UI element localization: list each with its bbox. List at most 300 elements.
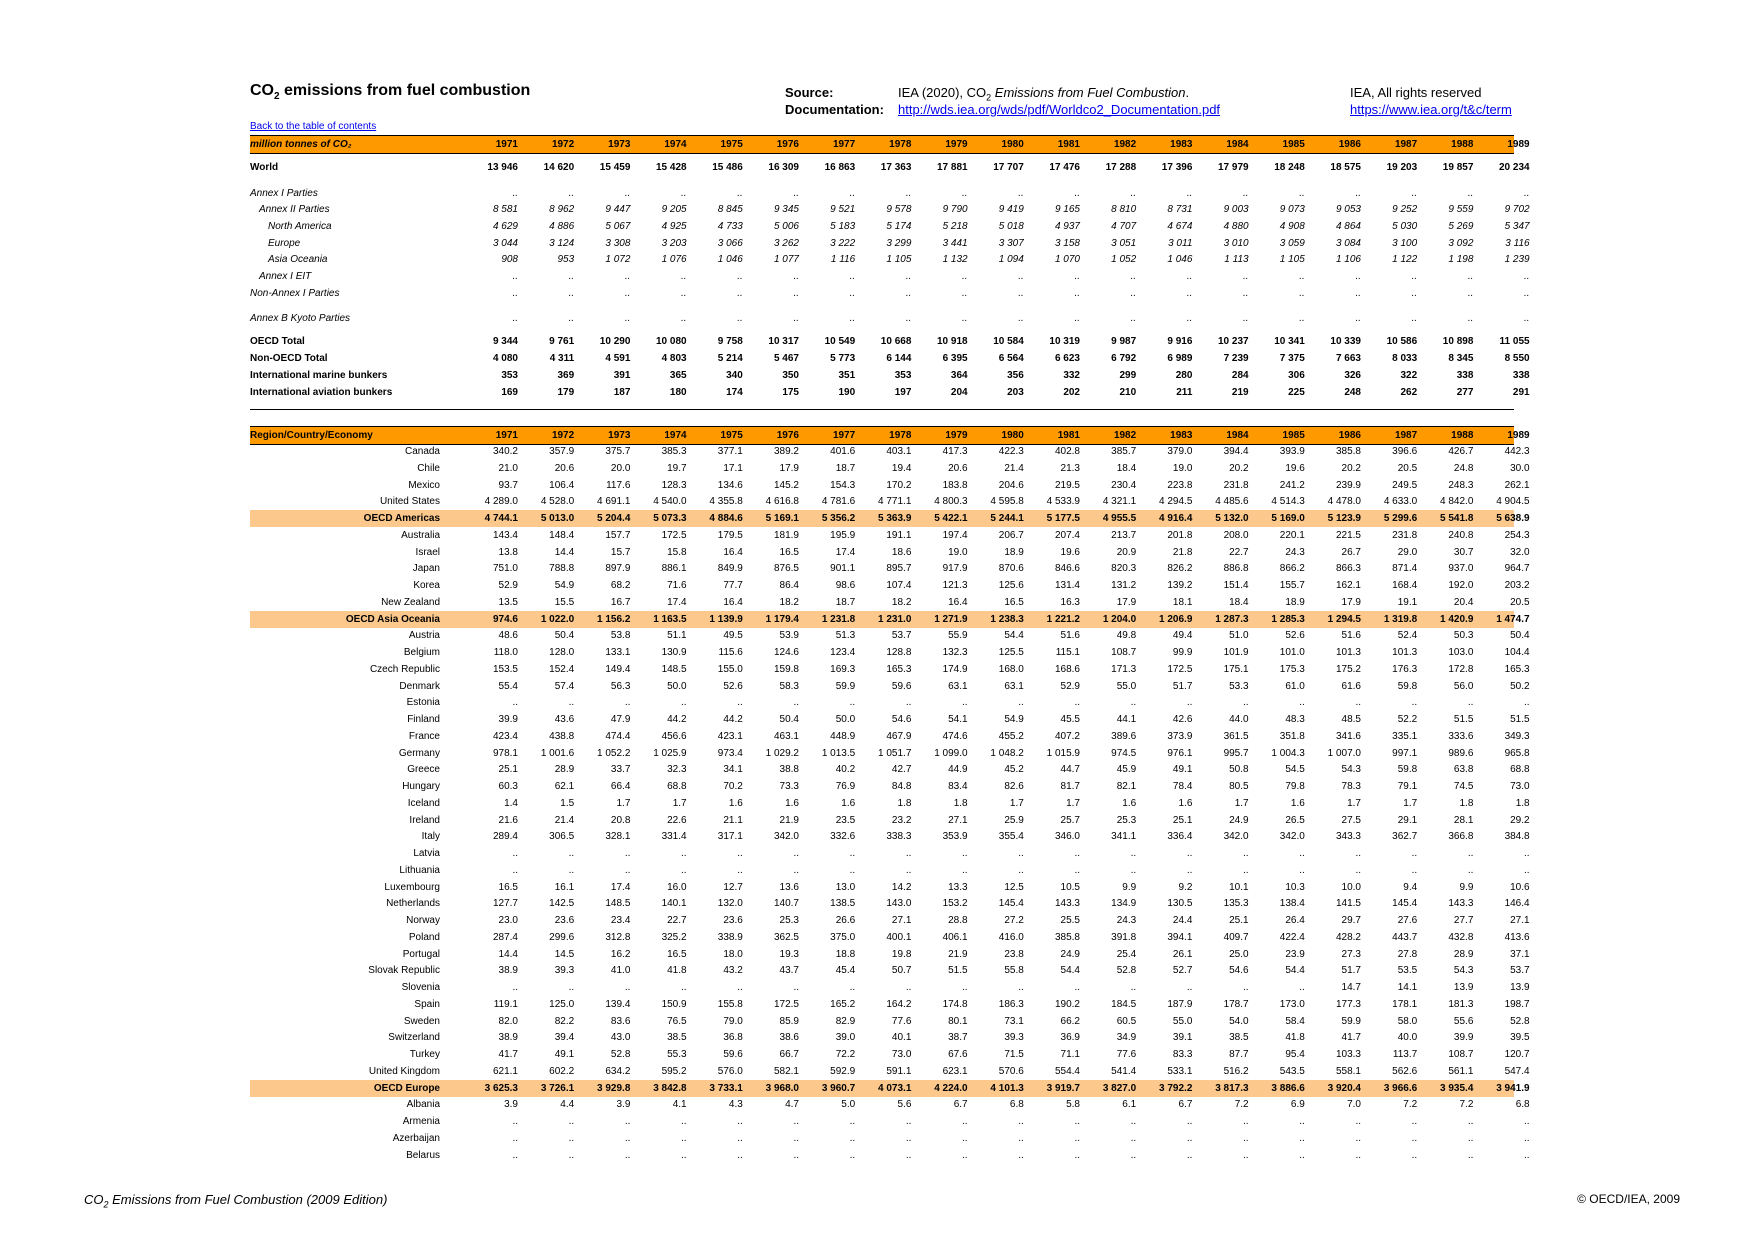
table-cell: 13.9	[1510, 982, 1530, 993]
table-cell: 18.2	[891, 597, 912, 608]
table-cell: 377.1	[717, 446, 743, 457]
documentation-label: Documentation:	[785, 102, 884, 117]
table-cell: 4 880	[1223, 221, 1249, 232]
table-row	[250, 845, 1530, 862]
table-cell: 52.9	[1060, 681, 1080, 692]
table-cell: 50.0	[835, 714, 856, 725]
table-cell: ..	[1411, 271, 1418, 282]
table-cell: 351.8	[1279, 731, 1305, 742]
country-label: France	[408, 731, 440, 742]
table-cell: 73.0	[1510, 781, 1530, 792]
table-cell: 871.4	[1392, 563, 1418, 574]
table-cell: 202	[1063, 387, 1080, 398]
table-cell: 18.7	[835, 463, 856, 474]
table-header-row	[250, 135, 1530, 154]
table-cell: 28.8	[948, 915, 968, 926]
table-cell: 79.1	[1397, 781, 1418, 792]
table-cell: 595.2	[661, 1066, 687, 1077]
table-cell: 203.2	[1504, 580, 1530, 591]
table-cell: ..	[1186, 697, 1193, 708]
table-cell: 54.9	[554, 580, 575, 591]
country-label: Latvia	[413, 848, 440, 859]
table-cell: 38.6	[779, 1032, 799, 1043]
table-cell: 1987	[1394, 139, 1418, 150]
table-cell: 5 030	[1392, 221, 1418, 232]
documentation-link[interactable]: http://wds.iea.org/wds/pdf/Worldco2_Documentation.pdf	[898, 102, 1221, 117]
table-cell: 13.8	[498, 547, 518, 558]
table-cell: 1 231.0	[878, 614, 912, 625]
table-cell: 341.1	[1111, 831, 1137, 842]
table-cell: 18.1	[1172, 597, 1193, 608]
table-row	[250, 544, 1530, 561]
table-cell: 41.8	[667, 965, 687, 976]
table-cell: 20.0	[610, 463, 631, 474]
table-cell: 48.5	[1341, 714, 1361, 725]
table-cell: 16.5	[498, 882, 518, 893]
table-cell: 17 396	[1161, 162, 1193, 173]
table-cell: 19.4	[891, 463, 912, 474]
table-cell: 184.5	[1111, 999, 1137, 1010]
table-cell: 50.4	[1510, 630, 1530, 641]
table-cell: 25.4	[1116, 949, 1137, 960]
table-cell: ..	[681, 865, 687, 876]
table-cell: 19.6	[1060, 547, 1080, 558]
table-cell: 401.6	[830, 446, 856, 457]
country-label: Mexico	[408, 480, 440, 491]
table-cell: 81.7	[1060, 781, 1080, 792]
table-cell: 20.5	[1510, 597, 1530, 608]
table-cell: 277	[1456, 387, 1474, 398]
table-cell: 113.7	[1392, 1049, 1418, 1060]
footer-copyright: © OECD/IEA, 2009	[1577, 1192, 1680, 1206]
table-cell: 4.7	[785, 1099, 799, 1110]
country-label: Switzerland	[388, 1032, 440, 1043]
table-cell: 39.9	[1453, 1032, 1474, 1043]
table-cell: 1 294.5	[1327, 614, 1361, 625]
table-cell: 428.2	[1335, 932, 1361, 943]
table-cell: ..	[512, 313, 518, 324]
country-label: Finland	[407, 714, 440, 725]
table-cell: 1 198	[1448, 254, 1474, 265]
table-cell: 54.3	[1341, 764, 1361, 775]
table-cell: 870.6	[998, 563, 1024, 574]
table-cell: ..	[905, 1133, 912, 1144]
table-cell: 49.8	[1116, 630, 1137, 641]
table-cell: 14.4	[498, 949, 518, 960]
row-label: Non-OECD Total	[250, 353, 328, 364]
table-cell: ..	[849, 848, 856, 859]
table-cell: ..	[849, 865, 856, 876]
table-cell: 27.6	[1397, 915, 1418, 926]
table-cell: 18.9	[1285, 597, 1305, 608]
table-cell: 976.1	[1167, 748, 1193, 759]
table-cell: 17.9	[1341, 597, 1361, 608]
table-cell: 9 205	[661, 204, 687, 215]
table-cell: 68.8	[667, 781, 687, 792]
table-cell: ..	[681, 188, 687, 199]
table-cell: ..	[1130, 313, 1137, 324]
table-cell: 140.1	[661, 898, 687, 909]
table-cell: 60.5	[1116, 1016, 1137, 1027]
table-row	[250, 761, 1530, 778]
table-cell: 4 485.6	[1215, 496, 1249, 507]
table-cell: ..	[1299, 288, 1305, 299]
table-cell: ..	[1130, 271, 1137, 282]
table-cell: ..	[849, 313, 856, 324]
table-cell: 389.2	[773, 446, 799, 457]
table-cell: 1 106	[1335, 254, 1361, 265]
table-cell: 17.9	[1116, 597, 1137, 608]
table-cell: 7 663	[1335, 353, 1361, 364]
table-cell: 51.5	[1510, 714, 1530, 725]
table-row	[250, 828, 1530, 845]
table-cell: 1971	[495, 139, 518, 150]
table-cell: 254.3	[1504, 530, 1530, 541]
table-cell: 1977	[832, 139, 856, 150]
table-cell: ..	[1243, 188, 1249, 199]
table-cell: 50.8	[1229, 764, 1249, 775]
table-cell: 190.2	[1054, 999, 1080, 1010]
table-cell: 901.1	[830, 563, 856, 574]
table-cell: 174.8	[942, 999, 968, 1010]
table-cell: 3 059	[1279, 238, 1305, 249]
table-cell: 15 459	[599, 162, 631, 173]
table-cell: 1972	[551, 430, 575, 441]
country-label: Iceland	[407, 798, 440, 809]
table-cell: 3 010	[1223, 238, 1249, 249]
table-cell: 179.5	[717, 530, 743, 541]
table-cell: 124.6	[773, 647, 799, 658]
table-cell: 1 122	[1392, 254, 1418, 265]
table-cell: 3 441	[942, 238, 968, 249]
table-cell: 1983	[1170, 430, 1193, 441]
table-row	[250, 201, 1530, 218]
table-cell: ..	[1130, 1116, 1137, 1127]
table-cell: 125.0	[549, 999, 575, 1010]
table-cell: 219	[1231, 387, 1249, 398]
table-cell: 77.6	[891, 1016, 912, 1027]
table-cell: 422.4	[1279, 932, 1305, 943]
table-row	[250, 159, 1530, 176]
row-label: Europe	[268, 238, 301, 249]
table-row	[250, 367, 1530, 384]
table-cell: 73.0	[891, 1049, 912, 1060]
table-cell: 866.2	[1279, 563, 1305, 574]
row-label: International aviation bunkers	[250, 387, 393, 398]
table-cell: 3 044	[492, 238, 518, 249]
table-cell: 183.8	[942, 480, 968, 491]
table-cell: ..	[568, 697, 575, 708]
table-cell: 83.6	[610, 1016, 631, 1027]
table-cell: 16.0	[667, 882, 687, 893]
country-label: Korea	[413, 580, 440, 591]
table-cell: 19.0	[948, 547, 968, 558]
table-cell: 1980	[1001, 430, 1024, 441]
back-to-contents-link[interactable]: Back to the table of contents	[250, 121, 377, 132]
table-cell: 195.9	[830, 530, 856, 541]
table-cell: ..	[1299, 1133, 1305, 1144]
table-cell: 4.1	[672, 1099, 687, 1110]
table-cell: 165.3	[886, 664, 912, 675]
table-cell: ..	[849, 1116, 856, 1127]
table-cell: ..	[962, 1133, 968, 1144]
table-cell: 51.7	[1172, 681, 1193, 692]
table-cell: 384.8	[1504, 831, 1530, 842]
table-cell: 55.6	[1453, 1016, 1474, 1027]
table-cell: 373.9	[1167, 731, 1193, 742]
table-cell: 51.5	[1453, 714, 1474, 725]
table-cell: 32.3	[667, 764, 687, 775]
table-cell: 332	[1063, 370, 1080, 381]
country-label: Ireland	[409, 815, 440, 826]
table-cell: 5 169.1	[765, 513, 799, 524]
table-cell: 342.0	[1279, 831, 1305, 842]
table-cell: 4 321.1	[1102, 496, 1137, 507]
table-cell: 14.5	[554, 949, 575, 960]
table-cell: ..	[512, 1150, 518, 1161]
table-cell: 9 790	[942, 204, 968, 215]
table-cell: 1 052	[1111, 254, 1137, 265]
table-cell: 1.8	[1515, 798, 1530, 809]
table-cell: 24.8	[1453, 463, 1474, 474]
table-cell: 143.0	[886, 898, 912, 909]
table-cell: 165.2	[830, 999, 856, 1010]
table-cell: ..	[568, 865, 575, 876]
country-label: New Zealand	[381, 597, 440, 608]
table-cell: ..	[737, 848, 743, 859]
table-row	[250, 912, 1530, 929]
table-cell: 117.6	[606, 480, 631, 491]
table-cell: 18.0	[723, 949, 743, 960]
table-cell: 576.0	[717, 1066, 743, 1077]
table-cell: 1 052.2	[597, 748, 631, 759]
table-cell: 43.6	[554, 714, 575, 725]
table-cell: 93.7	[498, 480, 518, 491]
table-cell: 82.6	[1004, 781, 1024, 792]
table-cell: 5 013.0	[540, 513, 575, 524]
table-cell: ..	[1411, 1133, 1418, 1144]
country-label: Denmark	[399, 681, 440, 692]
table-row	[250, 493, 1530, 510]
table-cell: 106.4	[549, 480, 575, 491]
table-cell: 385.8	[1054, 932, 1080, 943]
country-label: OECD Americas	[363, 513, 440, 524]
table-cell: ..	[1243, 865, 1249, 876]
table-cell: 995.7	[1223, 748, 1249, 759]
table-cell: 43.2	[723, 965, 743, 976]
table-cell: 262	[1400, 387, 1418, 398]
table-cell: 23.2	[891, 815, 912, 826]
table-cell: 172.5	[661, 530, 687, 541]
table-cell: 355.4	[998, 831, 1024, 842]
table-cell: 54.5	[1285, 764, 1305, 775]
table-row	[250, 185, 1530, 202]
table-cell: 38.9	[498, 965, 518, 976]
table-cell: 67.6	[948, 1049, 968, 1060]
table-cell: 127.7	[492, 898, 518, 909]
table-cell: 49.1	[1172, 764, 1193, 775]
table-cell: 4 478.0	[1327, 496, 1361, 507]
table-cell: 1 007.0	[1327, 748, 1361, 759]
table-cell: 38.9	[498, 1032, 518, 1043]
table-cell: 142.5	[549, 898, 575, 909]
table-cell: 788.8	[549, 563, 575, 574]
table-cell: 17 881	[937, 162, 968, 173]
table-cell: ..	[1018, 1133, 1024, 1144]
country-label: Albania	[406, 1099, 440, 1110]
table-cell: 19.3	[779, 949, 799, 960]
table-cell: ..	[512, 1133, 518, 1144]
source-post: .	[1185, 85, 1190, 100]
table-cell: 10.5	[1060, 882, 1080, 893]
table-cell: 3 308	[605, 238, 631, 249]
table-cell: 230.4	[1111, 480, 1137, 491]
table-cell: 1 013.5	[821, 748, 856, 759]
table-cell: 203	[1007, 387, 1024, 398]
table-cell: 3 817.3	[1215, 1083, 1249, 1094]
table-cell: 1976	[776, 430, 799, 441]
table-cell: ..	[737, 1116, 743, 1127]
table-cell: 846.6	[1054, 563, 1080, 574]
table-cell: 18.2	[779, 597, 799, 608]
table-cell: ..	[512, 697, 518, 708]
country-label: Norway	[406, 915, 440, 926]
table-cell: 48.6	[498, 630, 518, 641]
table-cell: 4 101.3	[990, 1083, 1024, 1094]
table-cell: 10 080	[656, 336, 687, 347]
table-cell: 45.4	[835, 965, 856, 976]
table-cell: 18.6	[891, 547, 912, 558]
table-cell: 4 533.9	[1046, 496, 1080, 507]
table-cell: 1.7	[1009, 798, 1024, 809]
rights-text: IEA, All rights reserved	[1350, 85, 1482, 100]
table-cell: 417.3	[942, 446, 968, 457]
table-cell: 59.9	[835, 681, 856, 692]
table-cell: 162.1	[1335, 580, 1361, 591]
table-cell: ..	[737, 288, 743, 299]
table-cell: 9 916	[1167, 336, 1193, 347]
table-cell: 5 347	[1504, 221, 1530, 232]
table-cell: 21.4	[554, 815, 575, 826]
table-cell: 84.8	[891, 781, 912, 792]
table-cell: 50.2	[1510, 681, 1530, 692]
table-cell: ..	[1411, 1116, 1418, 1127]
table-cell: 876.5	[773, 563, 799, 574]
table-cell: 45.5	[1060, 714, 1080, 725]
table-row	[250, 1113, 1530, 1130]
table-cell: 7 239	[1223, 353, 1249, 364]
table-cell: 27.1	[1510, 915, 1530, 926]
table-cell: 104.4	[1504, 647, 1530, 658]
table-cell: 19.0	[1172, 463, 1193, 474]
table-cell: 6 395	[942, 353, 968, 364]
table-cell: ..	[905, 288, 912, 299]
source-italic: Emissions from Fuel Combustion	[991, 85, 1186, 100]
table-cell: 16.1	[554, 882, 575, 893]
table-cell: 917.9	[942, 563, 968, 574]
table-cell: 40.0	[1397, 1032, 1418, 1043]
table-cell: 3.9	[504, 1099, 518, 1110]
table-cell: ..	[1524, 271, 1530, 282]
table-cell: ..	[793, 288, 799, 299]
table-cell: 1978	[889, 139, 912, 150]
table-cell: 80.1	[948, 1016, 968, 1027]
table-cell: 59.6	[723, 1049, 743, 1060]
table-cell: 140.7	[773, 898, 799, 909]
table-cell: 1988	[1451, 139, 1474, 150]
table-cell: 3 792.2	[1159, 1083, 1193, 1094]
table-cell: 10 237	[1218, 336, 1249, 347]
table-cell: 36.9	[1060, 1032, 1080, 1043]
table-cell: 8 581	[492, 204, 518, 215]
table-cell: ..	[512, 982, 518, 993]
table-cell: 9.9	[1122, 882, 1137, 893]
table-row	[250, 879, 1530, 896]
table-cell: 73.1	[1004, 1016, 1024, 1027]
country-label: Japan	[412, 563, 440, 574]
table-cell: 138.5	[830, 898, 856, 909]
table-cell: 54.6	[1229, 965, 1249, 976]
table-cell: 391.8	[1111, 932, 1137, 943]
table-cell: 208.0	[1223, 530, 1249, 541]
table-cell: ..	[905, 848, 912, 859]
table-cell: 22.6	[667, 815, 687, 826]
country-label: Italy	[421, 831, 440, 842]
table-cell: 186.3	[998, 999, 1024, 1010]
table-divider	[250, 409, 1514, 410]
table-cell: ..	[1411, 697, 1418, 708]
table-cell: ..	[1467, 697, 1474, 708]
table-cell: 71.1	[1060, 1049, 1080, 1060]
table-cell: 128.3	[661, 480, 687, 491]
table-cell: 1 156.2	[597, 614, 631, 625]
table-cell: 338.3	[886, 831, 912, 842]
table-cell: 61.6	[1341, 681, 1361, 692]
table-cell: 10.6	[1510, 882, 1530, 893]
table-cell: 3 733.1	[709, 1083, 743, 1094]
table-cell: 14.4	[554, 547, 575, 558]
table-cell: 145.4	[998, 898, 1024, 909]
table-cell: 108.7	[1448, 1049, 1474, 1060]
table-cell: 21.9	[779, 815, 799, 826]
table-cell: ..	[849, 697, 856, 708]
table-cell: ..	[1186, 188, 1193, 199]
table-cell: 591.1	[886, 1066, 912, 1077]
table-cell: 5 073.3	[653, 513, 687, 524]
table-cell: 5 006	[773, 221, 799, 232]
table-cell: 554.4	[1054, 1066, 1080, 1077]
table-cell: 17 979	[1218, 162, 1249, 173]
table-cell: ..	[1299, 865, 1305, 876]
table-cell: ..	[1299, 1116, 1305, 1127]
table-cell: 39.5	[1510, 1032, 1530, 1043]
table-cell: 1 094	[998, 254, 1024, 265]
table-cell: 1.7	[1347, 798, 1361, 809]
table-cell: ..	[1411, 865, 1418, 876]
table-cell: 1 048.2	[990, 748, 1024, 759]
table-cell: 937.0	[1448, 563, 1474, 574]
table-cell: 177.3	[1335, 999, 1361, 1010]
table-row	[250, 895, 1530, 912]
table-cell: 4 925	[661, 221, 687, 232]
table-cell: 33.7	[610, 764, 631, 775]
table-cell: 1976	[776, 139, 799, 150]
table-cell: 4 803	[661, 353, 687, 364]
table-row	[250, 778, 1530, 795]
table-cell: ..	[512, 865, 518, 876]
table-cell: ..	[1186, 865, 1193, 876]
terms-link[interactable]: https://www.iea.org/t&c/term	[1350, 102, 1512, 117]
